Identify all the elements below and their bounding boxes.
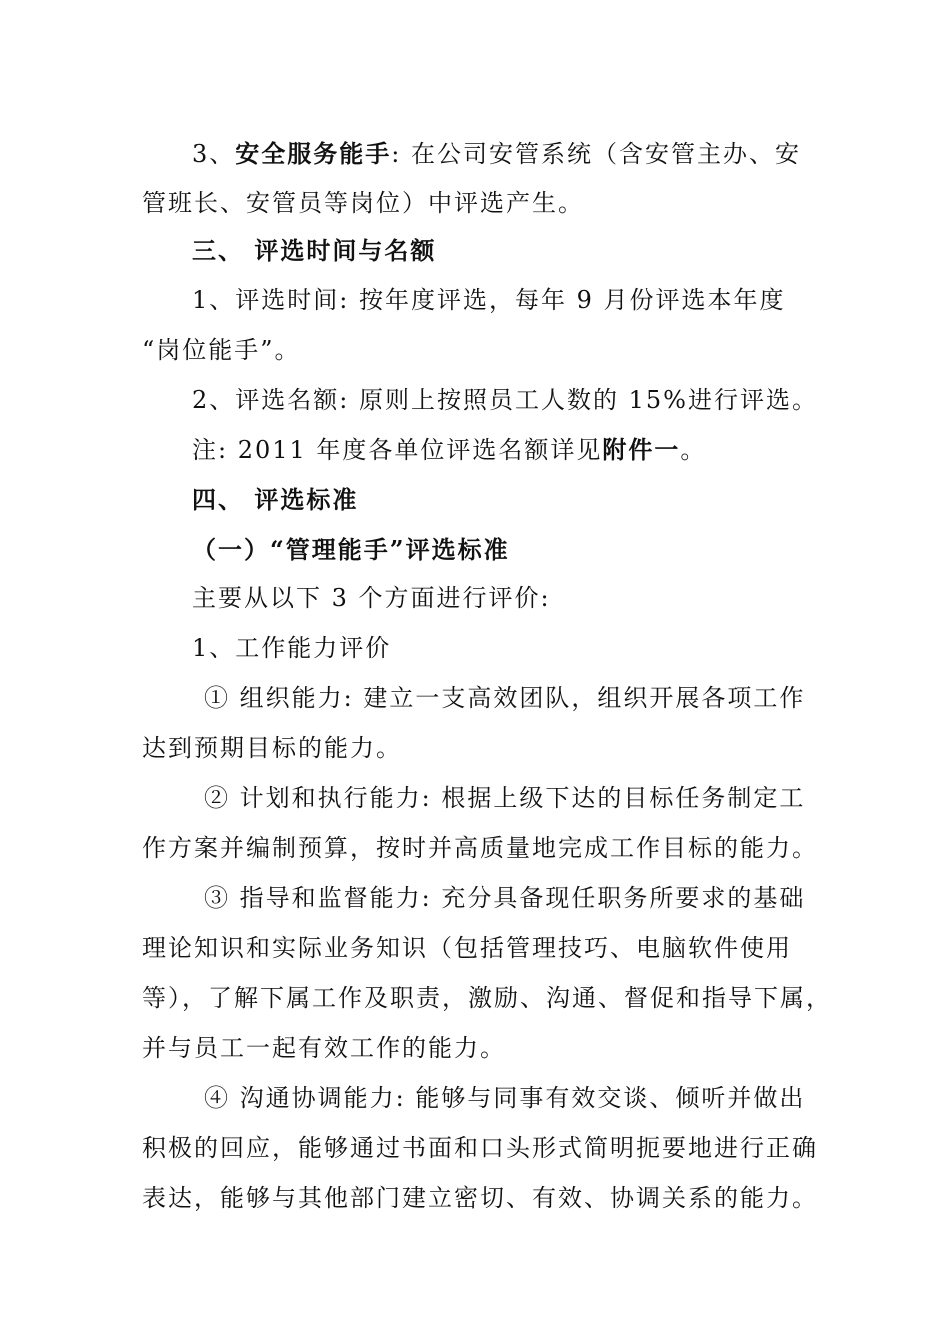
paragraph-line: 主要从以下 3 个方面进行评价: xyxy=(192,584,551,612)
paragraph-line: 作方案并编制预算，按时并高质量地完成工作目标的能力。 xyxy=(142,834,818,862)
section-heading: 三、 评选时间与名额 xyxy=(192,236,437,265)
paragraph-line: ② 计划和执行能力: 根据上级下达的目标任务制定工 xyxy=(204,784,806,812)
paragraph-line: 并与员工一起有效工作的能力。 xyxy=(142,1034,506,1062)
line-text: 。 xyxy=(680,436,707,464)
paragraph-line: ③ 指导和监督能力: 充分具备现任职务所要求的基础 xyxy=(204,884,806,912)
paragraph-line: 1、评选时间: 按年度评选，每年 9 月份评选本年度 xyxy=(192,286,786,314)
note-text: 注: 2011 年度各单位评选名额详见 xyxy=(192,436,603,464)
paragraph-line: 达到预期目标的能力。 xyxy=(142,734,402,762)
subsection-heading: （一）“管理能手”评选标准 xyxy=(192,535,510,564)
paragraph-line: 积极的回应，能够通过书面和口头形式简明扼要地进行正确 xyxy=(142,1134,818,1162)
paragraph-line: 2、评选名额: 原则上按照员工人数的 15%进行评选。 xyxy=(192,386,818,414)
paragraph-line: 等），了解下属工作及职责，激励、沟通、督促和指导下属， xyxy=(142,984,832,1012)
note-line xyxy=(142,432,872,468)
attachment-reference: 附件一 xyxy=(602,435,681,464)
paragraph-line: 管班长、安管员等岗位）中评选产生。 xyxy=(142,189,584,217)
paragraph-line: 1、工作能力评价 xyxy=(192,634,392,662)
paragraph-line: 理论知识和实际业务知识（包括管理技巧、电脑软件使用 xyxy=(142,934,792,962)
paragraph-line xyxy=(142,136,872,172)
list-number: 3、 xyxy=(192,140,236,168)
line-text: : 在公司安管系统（含安管主办、安 xyxy=(391,140,801,168)
bold-term: 安全服务能手 xyxy=(235,139,392,168)
paragraph-line: ④ 沟通协调能力: 能够与同事有效交谈、倾听并做出 xyxy=(204,1084,806,1112)
section-heading: 四、 评选标准 xyxy=(192,485,359,514)
paragraph-line: 表达，能够与其他部门建立密切、有效、协调关系的能力。 xyxy=(142,1184,818,1212)
paragraph-line: ① 组织能力: 建立一支高效团队，组织开展各项工作 xyxy=(204,684,806,712)
paragraph-line: “岗位能手”。 xyxy=(142,336,301,364)
